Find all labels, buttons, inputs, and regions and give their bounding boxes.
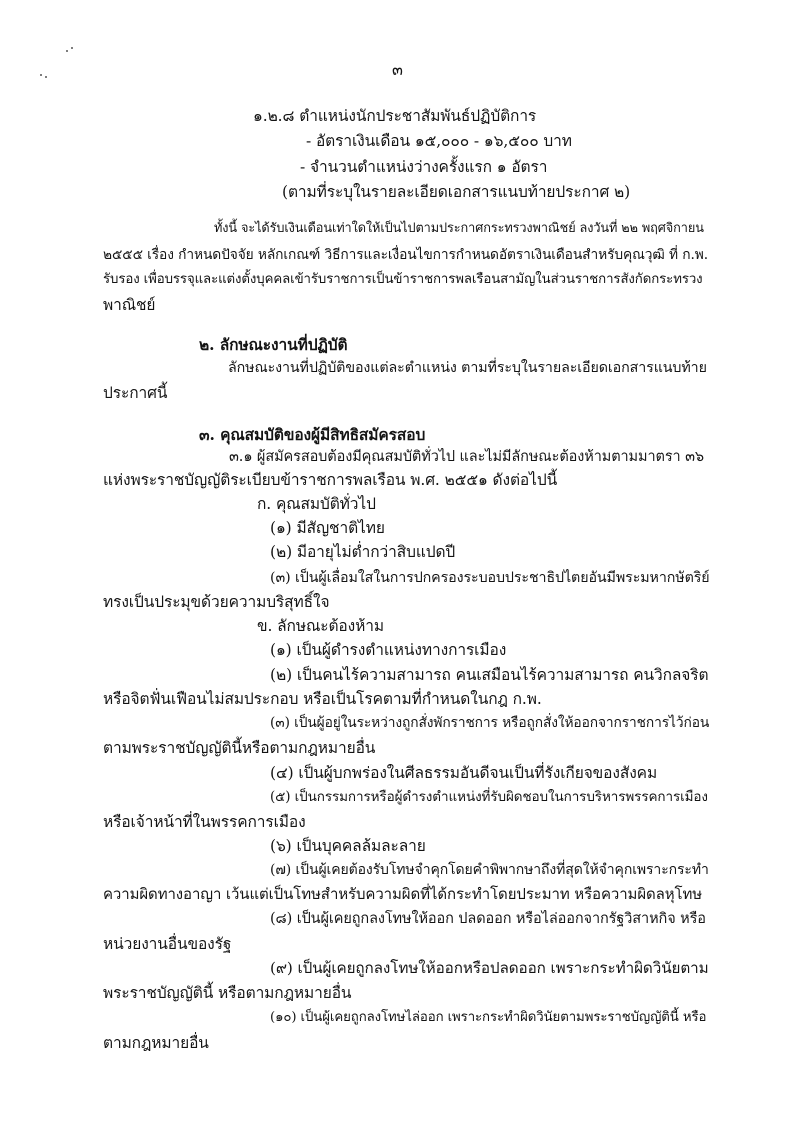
general-qualifications-heading: ก. คุณสมบัติทั่วไป	[257, 495, 376, 513]
scan-speck	[40, 74, 42, 76]
salary-paragraph-line: รับรอง เพื่อบรรจุและแต่งตั้งบุคคลเข้ารับราชการเป็นข้าราชการพลเรือนสามัญในส่วนราชการสังกัดกระทรวง	[103, 272, 703, 287]
section-3-intro-line: แห่งพระราชบัญญัติระเบียบข้าราชการพลเรือน พ.ศ. ๒๕๕๑ ดังต่อไปนี้	[103, 471, 558, 489]
section-3-heading: ๓. คุณสมบัติของผู้มีสิทธิสมัครสอบ	[199, 425, 426, 444]
prohibited-item: (๑๐) เป็นผู้เคยถูกลงโทษไล่ออก เพราะกระทำผิดวินัยตามพระราชบัญญัตินี้ หรือ	[270, 1010, 707, 1025]
prohibited-item: (๖) เป็นบุคคลล้มละลาย	[270, 837, 426, 855]
page-number: ๓	[392, 60, 403, 79]
prohibited-item: (๘) เป็นผู้เคยถูกลงโทษให้ออก ปลดออก หรือไล่ออกจากรัฐวิสาหกิจ หรือ	[270, 911, 706, 927]
salary-paragraph-line: ทั้งนี้ จะได้รับเงินเดือนเท่าใดให้เป็นไปตามประกาศกระทรวงพาณิชย์ ลงวันที่ ๒๒ พฤศจิกายน	[214, 221, 704, 236]
prohibited-item-continuation: ตามพระราชบัญญัตินี้หรือตามกฎหมายอื่น	[103, 739, 376, 757]
prohibited-item-continuation: ความผิดทางอาญา เว้นแต่เป็นโทษสำหรับความผิดที่ได้กระทำโดยประมาท หรือความผิดลหุโทษ	[103, 885, 703, 903]
prohibited-item: (๗) เป็นผู้เคยต้องรับโทษจำคุกโดยคำพิพากษาถึงที่สุดให้จำคุกเพราะกระทำ	[270, 862, 709, 878]
salary-paragraph-line: ๒๕๕๕ เรื่อง กำหนดปัจจัย หลักเกณฑ์ วิธีการและเงื่อนไขการกำหนดอัตราเงินเดือนสำหรับคุณวุฒิ ที่ ก.พ.	[103, 247, 708, 263]
salary-paragraph-line: พาณิชย์	[103, 296, 156, 314]
prohibited-item: (๓) เป็นผู้อยู่ในระหว่างถูกสั่งพักราชการ หรือถูกสั่งให้ออกจากราชการไว้ก่อน	[270, 715, 710, 731]
prohibited-item-continuation: ตามกฎหมายอื่น	[103, 1034, 209, 1052]
prohibited-item: (๑) เป็นผู้ดำรงตำแหน่งทางการเมือง	[270, 641, 507, 659]
general-item: (๓) เป็นผู้เลื่อมใสในการปกครองระบอบประชาธิปไตยอันมีพระมหากษัตริย์	[270, 570, 710, 586]
section-2-heading: ๒. ลักษณะงานที่ปฏิบัติ	[199, 335, 348, 354]
general-item: (๒) มีอายุไม่ต่ำกว่าสิบแปดปี	[270, 543, 456, 561]
prohibited-item-continuation: หรือจิตฟั่นเฟือนไม่สมประกอบ หรือเป็นโรคตามที่กำหนดในกฎ ก.พ.	[103, 690, 542, 708]
prohibited-item-continuation: พระราชบัญญัตินี้ หรือตามกฎหมายอื่น	[103, 984, 352, 1002]
section-2-line: ลักษณะงานที่ปฏิบัติของแต่ละตำแหน่ง ตามที่ระบุในรายละเอียดเอกสารแนบท้าย	[228, 360, 707, 376]
position-title: ๑.๒.๘ ตำแหน่งนักประชาสัมพันธ์ปฏิบัติการ	[253, 107, 537, 125]
position-salary: - อัตราเงินเดือน ๑๕,๐๐๐ - ๑๖,๕๐๐ บาท	[306, 132, 572, 150]
section-2-line: ประกาศนี้	[103, 384, 168, 402]
prohibited-item: (๔) เป็นผู้บกพร่องในศีลธรรมอันดีจนเป็นที่รังเกียจของสังคม	[270, 764, 658, 782]
prohibited-item: (๕) เป็นกรรมการหรือผู้ดำรงตำแหน่งที่รับผิดชอบในการบริหารพรรคการเมือง	[270, 789, 708, 805]
scan-speck	[45, 76, 47, 78]
general-item: (๑) มีสัญชาติไทย	[270, 519, 385, 537]
prohibited-item: (๙) เป็นผู้เคยถูกลงโทษให้ออกหรือปลดออก เพราะกระทำผิดวินัยตาม	[270, 959, 709, 977]
general-item-continuation: ทรงเป็นประมุขด้วยความบริสุทธิ์ใจ	[103, 593, 330, 611]
position-vacancies: - จำนวนตำแหน่งว่างครั้งแรก ๑ อัตรา	[300, 158, 548, 176]
prohibited-item-continuation: หน่วยงานอื่นของรัฐ	[103, 935, 232, 953]
prohibited-item-continuation: หรือเจ้าหน้าที่ในพรรคการเมือง	[103, 813, 306, 831]
section-3-intro-line: ๓.๑ ผู้สมัครสอบต้องมีคุณสมบัติทั่วไป และไม่มีลักษณะต้องห้ามตามมาตรา ๓๖	[229, 449, 704, 465]
position-note: (ตามที่ระบุในรายละเอียดเอกสารแนบท้ายประกาศ ๒)	[282, 183, 631, 201]
prohibited-item: (๒) เป็นคนไร้ความสามารถ คนเสมือนไร้ความสามารถ คนวิกลจริต	[270, 666, 709, 684]
scan-speck	[66, 50, 68, 52]
scan-speck	[71, 47, 73, 49]
prohibited-heading: ข. ลักษณะต้องห้าม	[257, 617, 384, 635]
